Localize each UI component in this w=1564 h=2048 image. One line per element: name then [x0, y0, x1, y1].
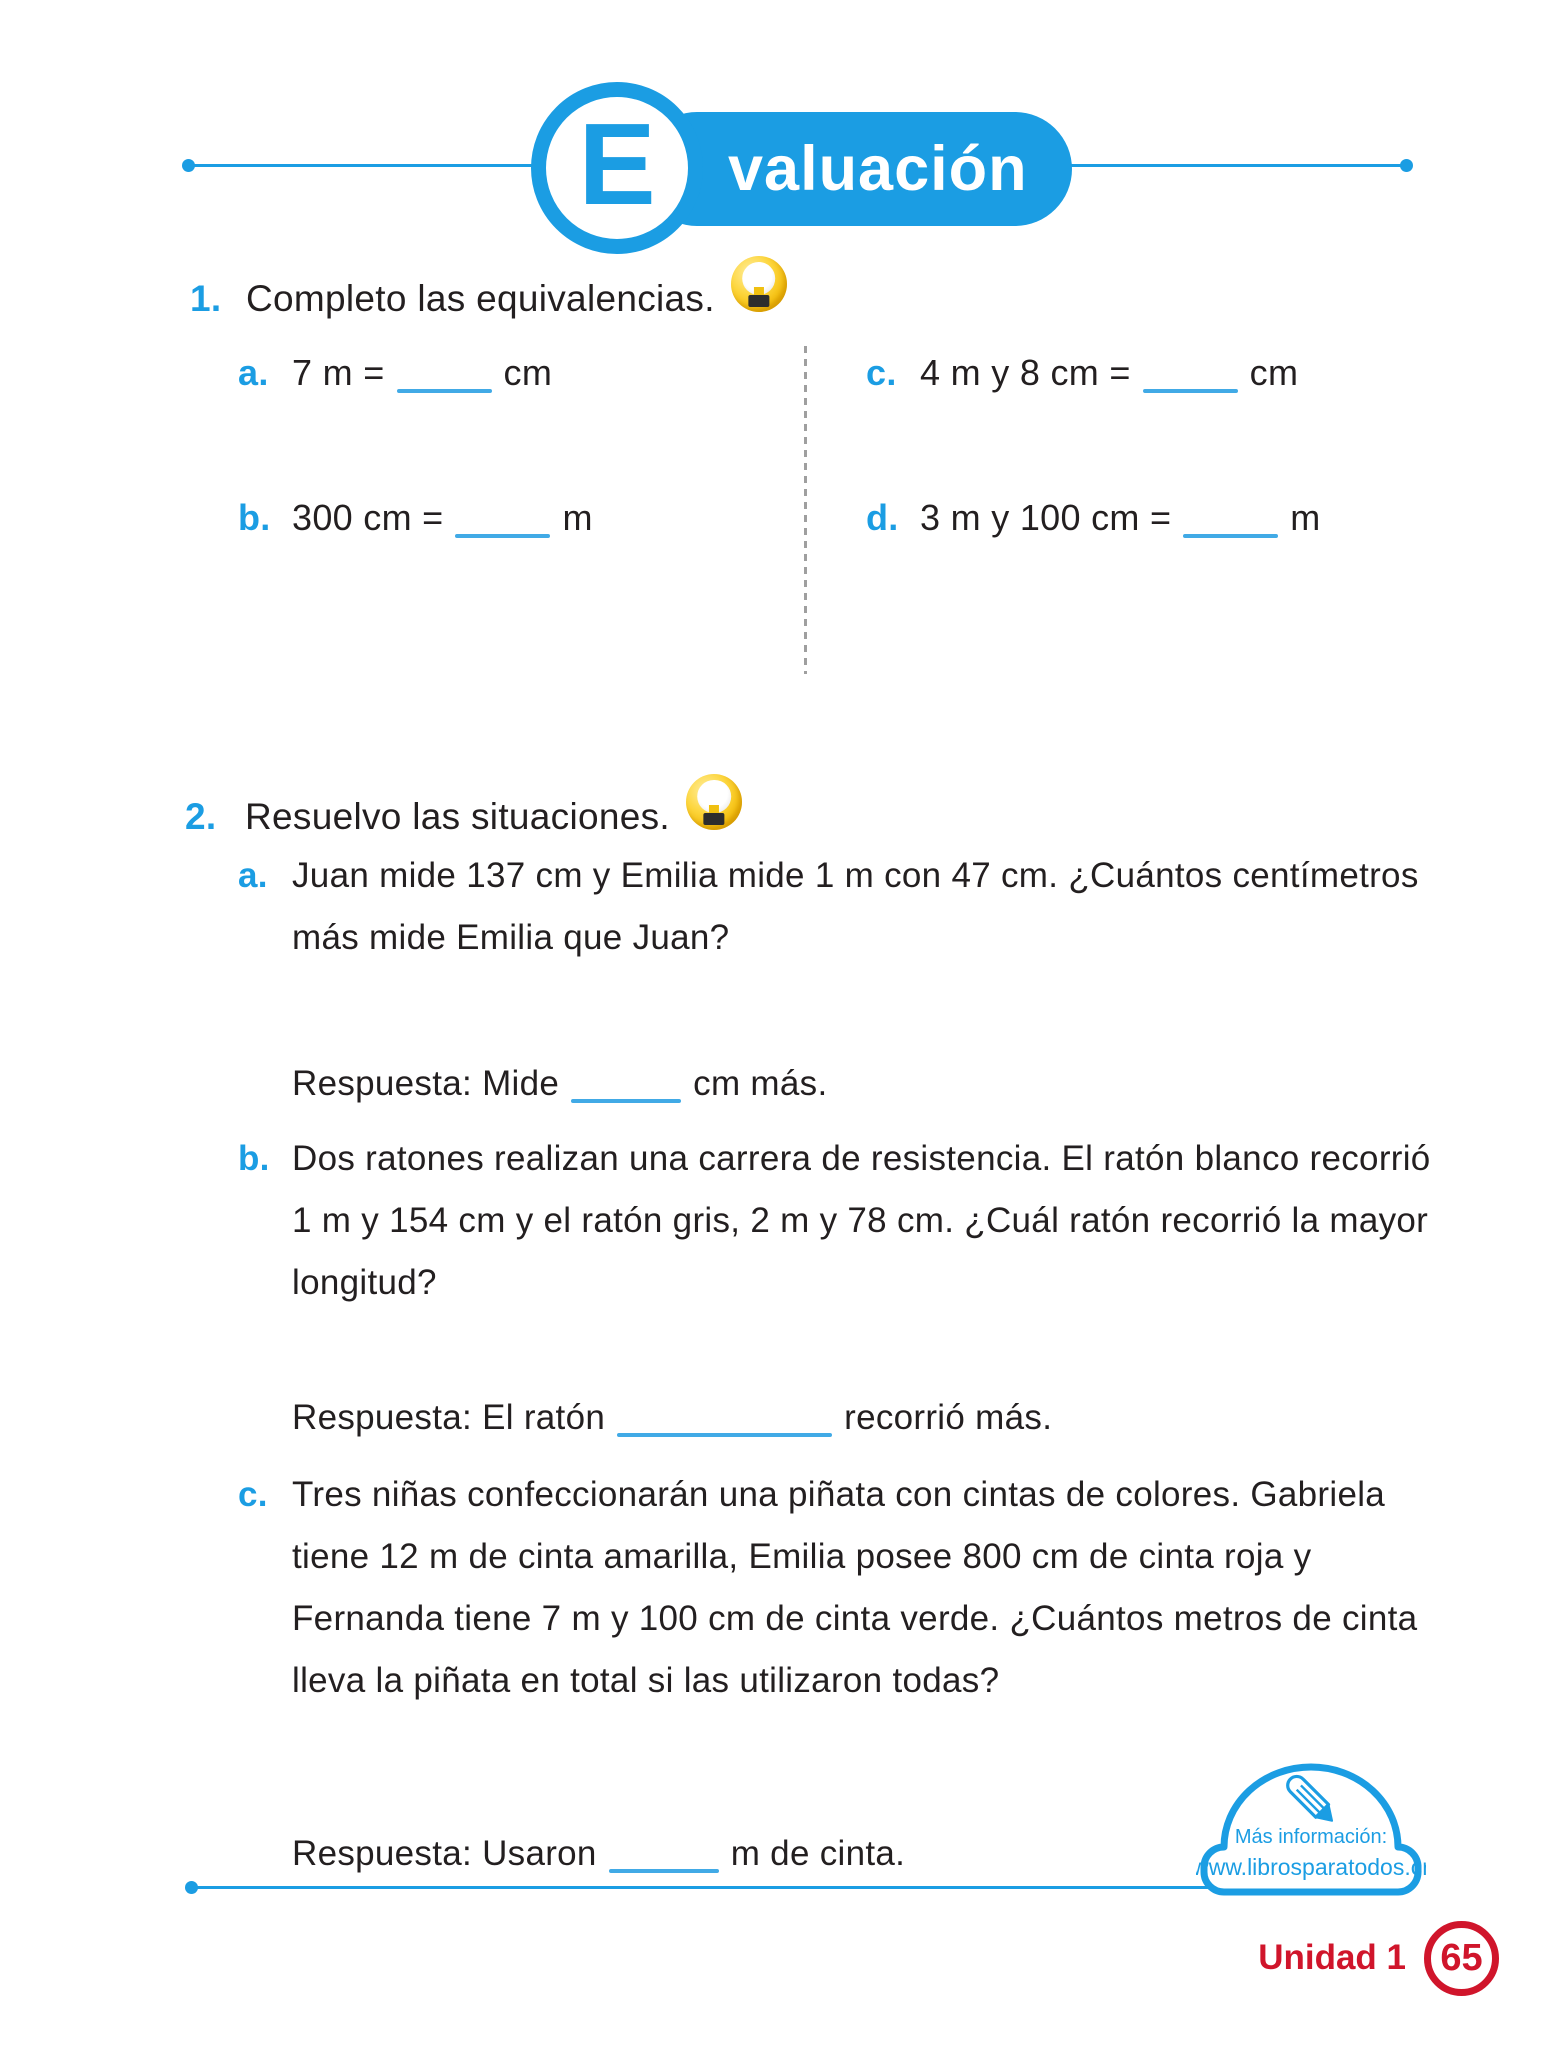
- item-post-text: cm: [1249, 352, 1299, 393]
- page-number: 65: [1440, 1937, 1483, 1979]
- answer-post-text: m de cinta.: [730, 1834, 906, 1873]
- item-pre-text: 4 m y 8 cm =: [920, 352, 1131, 393]
- answer-pre-text: Respuesta: El ratón: [292, 1398, 606, 1437]
- lightbulb-icon: [686, 774, 742, 830]
- header-rule-right-dot: [1400, 159, 1413, 172]
- banner-title-rest: valuación: [728, 134, 1028, 204]
- problem-letter: a.: [238, 856, 268, 895]
- problem-letter: b.: [238, 1139, 270, 1178]
- cloud-badge-graphic: [1196, 1762, 1426, 1897]
- problem-letter: c.: [238, 1475, 268, 1514]
- problem-text: Dos ratones realizan una carrera de resistencia. El ratón blanco recorrió 1 m y 154 cm y el ratón gris, 2 m y 78 cm. ¿Cuál ratón recorrió la mayor longitud?: [292, 1139, 1431, 1302]
- equivalence-item-a: [238, 352, 552, 394]
- item-text: [920, 497, 1321, 539]
- item-text: [292, 497, 593, 539]
- page-number-badge: [1424, 1921, 1499, 1996]
- lightbulb-icon: [731, 256, 787, 312]
- item-letter: b.: [238, 497, 271, 538]
- problem-c-answer-line: [292, 1834, 905, 1874]
- answer-blank-line: [1183, 534, 1278, 538]
- exercise2-heading: [185, 796, 742, 838]
- exercise1-title: Completo las equivalencias.: [246, 278, 715, 319]
- exercise1-heading: [190, 278, 787, 320]
- problem-b-answer-line: [292, 1398, 1052, 1438]
- header-rule-left-dot: [182, 159, 195, 172]
- problem-b: [238, 1128, 1432, 1314]
- item-post-text: m: [562, 497, 593, 538]
- info-url-text: www.librosparatodos.cr: [1196, 1854, 1426, 1880]
- item-pre-text: 300 cm =: [292, 497, 444, 538]
- equivalence-item-c: [866, 352, 1298, 394]
- answer-blank-line: [397, 389, 492, 393]
- item-pre-text: 7 m =: [292, 352, 385, 393]
- item-text: [292, 352, 552, 394]
- problem-text: Juan mide 137 cm y Emilia mide 1 m con 47 cm. ¿Cuántos centímetros más mide Emilia que Juan?: [292, 856, 1419, 957]
- exercise1-number: 1.: [190, 278, 222, 319]
- column-divider-dashed: [804, 346, 807, 674]
- answer-blank-line: [571, 1099, 681, 1103]
- item-post-text: cm: [503, 352, 553, 393]
- exercise2-title: Resuelvo las situaciones.: [245, 796, 670, 837]
- equivalence-item-b: [238, 497, 593, 539]
- footer-rule: [193, 1886, 1213, 1889]
- answer-pre-text: Respuesta: Mide: [292, 1064, 560, 1103]
- problem-c: [238, 1464, 1432, 1712]
- item-pre-text: 3 m y 100 cm =: [920, 497, 1172, 538]
- answer-blank-line: [617, 1433, 832, 1437]
- answer-post-text: cm más.: [693, 1064, 828, 1103]
- exercise2-number: 2.: [185, 796, 217, 837]
- item-letter: a.: [238, 352, 269, 393]
- unit-label: Unidad 1: [1258, 1938, 1406, 1977]
- item-text: [920, 352, 1298, 394]
- answer-post-text: recorrió más.: [844, 1398, 1053, 1437]
- answer-blank-line: [1143, 389, 1238, 393]
- problem-text: Tres niñas confeccionarán una piñata con cintas de colores. Gabriela tiene 12 m de cinta amarilla, Emilia posee 800 cm de cinta roja y Fernanda tiene 7 m y 100 cm de cinta verde. ¿Cuántos metros de cinta lleva la piñata en total si las utilizaron todas?: [292, 1475, 1418, 1700]
- lightbulb-base: [748, 295, 769, 307]
- answer-blank-line: [609, 1869, 719, 1873]
- info-cloud-badge: [1196, 1762, 1426, 1897]
- lightbulb-base: [703, 813, 724, 825]
- problem-a-answer-line: [292, 1064, 827, 1104]
- item-letter: c.: [866, 352, 897, 393]
- equivalence-item-d: [866, 497, 1321, 539]
- item-post-text: m: [1290, 497, 1321, 538]
- answer-blank-line: [455, 534, 550, 538]
- footer-rule-left-dot: [185, 1881, 198, 1894]
- problem-a: [238, 845, 1432, 969]
- info-text-line1: Más información:: [1234, 1826, 1388, 1848]
- answer-pre-text: Respuesta: Usaron: [292, 1834, 597, 1873]
- evaluation-banner: [640, 112, 1072, 226]
- banner-initial-letter: E: [578, 99, 656, 229]
- item-letter: d.: [866, 497, 899, 538]
- banner-initial-circle: [531, 82, 703, 254]
